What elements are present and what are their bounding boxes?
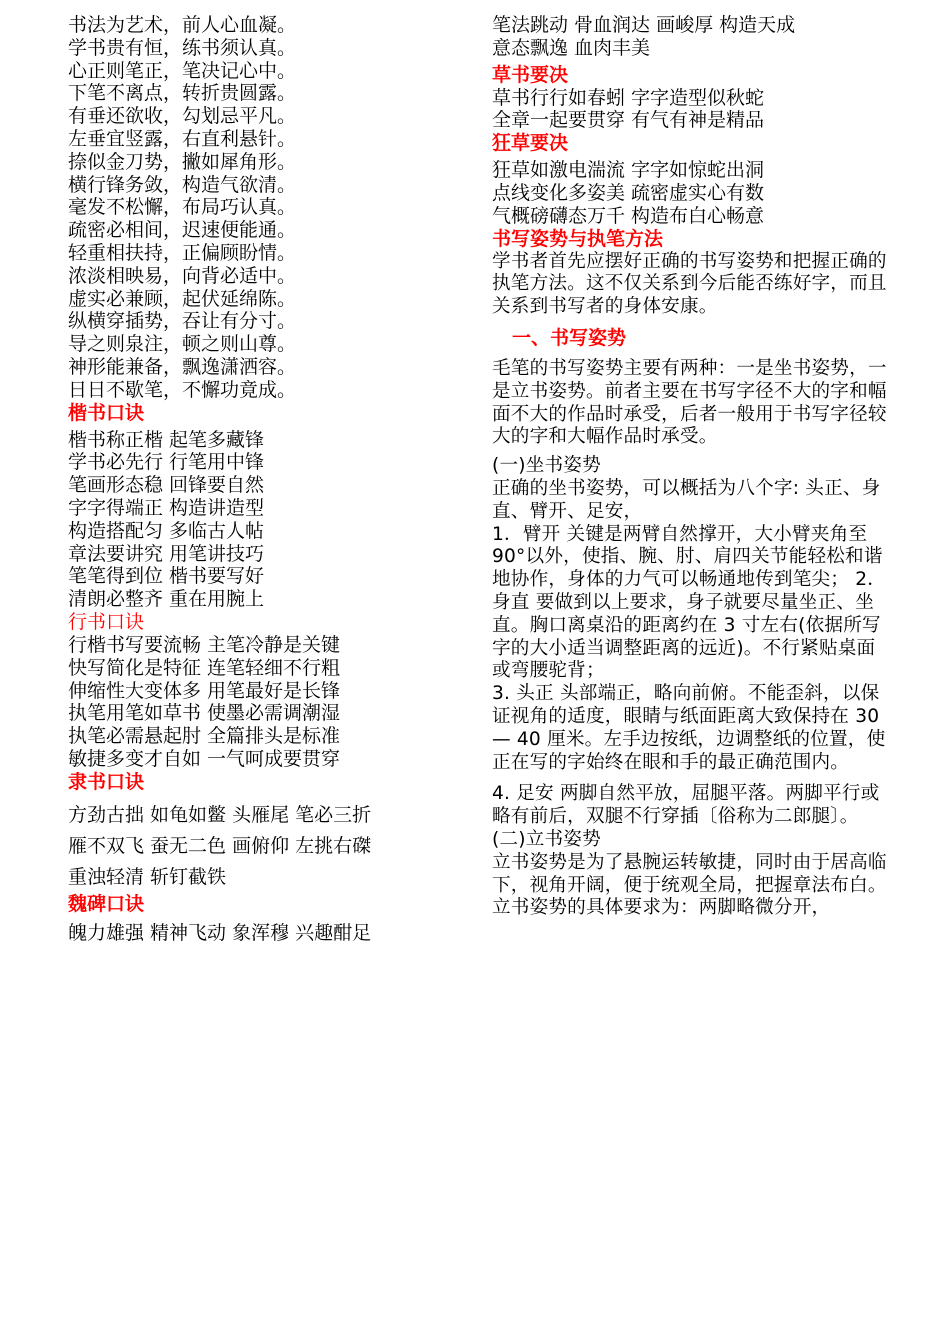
xingshu-line: 执笔必需悬起肘 全篇排头是标准 bbox=[68, 725, 341, 748]
kaishu-line: 笔笔得到位 楷书要写好 bbox=[68, 565, 265, 588]
verse-line: 疏密必相间，迟速便能通。 bbox=[68, 219, 297, 242]
right-column bbox=[492, 14, 892, 920]
verse-block bbox=[68, 14, 458, 402]
kuangcao-line: 点线变化多姿美 疏密虚实心有数 bbox=[492, 181, 765, 204]
posture-heading: 书写姿势与执笔方法 bbox=[492, 227, 664, 250]
lishu-line: 重浊轻清 斩钉截铁 bbox=[68, 865, 227, 888]
kaishu-line: 笔画形态稳 回锋要自然 bbox=[68, 474, 265, 497]
kaishu-line: 楷书称正楷 起笔多藏锋 bbox=[68, 428, 265, 451]
xingshu-block bbox=[68, 634, 458, 771]
lishu-block bbox=[68, 800, 458, 893]
kuangcao-line: 气概磅礴态万千 构造布白心畅意 bbox=[492, 204, 765, 227]
sit-summary: 正确的坐书姿势，可以概括为八个字: 头正、身直、臂开、足安， bbox=[492, 477, 881, 522]
verse-line: 神形能兼备，飘逸潇洒容。 bbox=[68, 355, 297, 378]
stand-text: 立书姿势是为了悬腕运转敏捷，同时由于居高临下，视角开阔，便于统观全局，把握章法布白。立书姿势的具体要求为：两脚略微分开， bbox=[492, 851, 887, 919]
posture-overview: 毛笔的书写姿势主要有两种：一是坐书姿势，一是立书姿势。前者主要在书写字径不大的字和幅面不大的作品时承受，后者一般用于书写字径较大的字和大幅作品时承受。 bbox=[492, 357, 887, 448]
kuangcao-line: 狂草如激电湍流 字字如惊蛇出洞 bbox=[492, 159, 765, 182]
sit-points: 1．臂开 关键是两臂自然撑开，大小臂夹角至 90°以外，使指、腕、肘、肩四关节能轻松和谐地协作，身体的力气可以畅通地传到笔尖； 2．身直 要做到以上要求，身子就要尽量坐正、坐直。胸口离桌沿的距离约在 3 寸左右(依据所写字的大小适当调整距离的远近)。不行紧贴桌面或弯腰驼背； bbox=[492, 523, 887, 682]
xingshu-heading: 行书口诀 bbox=[68, 610, 145, 633]
lishu-line: 雁不双飞 蚕无二色 画俯仰 左挑右磔 bbox=[68, 834, 372, 857]
caoshu-block bbox=[492, 87, 892, 133]
weibei-continued bbox=[492, 14, 892, 60]
lishu-heading: 隶书口诀 bbox=[68, 770, 145, 793]
verse-line: 日日不歇笔，不懈功竟成。 bbox=[68, 378, 297, 401]
verse-line: 有垂还欲收，勾划忌平凡。 bbox=[68, 105, 297, 128]
lishu-line: 方劲古拙 如龟如鳖 头雁尾 笔必三折 bbox=[68, 803, 372, 826]
kaishu-line: 学书必先行 行笔用中锋 bbox=[68, 451, 265, 474]
verse-line: 下笔不离点，转折贵圆露。 bbox=[68, 82, 297, 105]
verse-line: 学书贵有恒，练书须认真。 bbox=[68, 36, 297, 59]
weibei-line: 魄力雄强 精神飞动 象浑穆 兴趣酣足 bbox=[68, 921, 372, 944]
posture-intro: 学书者首先应摆好正确的书写姿势和把握正确的执笔方法。这不仅关系到今后能否练好字，而且关系到书写者的身体安康。 bbox=[492, 250, 887, 318]
sit-heading: (一)坐书姿势 bbox=[492, 455, 601, 477]
weibei-line: 笔法跳动 骨血润达 画峻厚 构造天成 bbox=[492, 14, 796, 36]
left-column bbox=[68, 14, 458, 945]
verse-line: 捺似金刀势，撇如犀角形。 bbox=[68, 150, 297, 173]
verse-line: 心正则笔正，笔决记心中。 bbox=[68, 59, 297, 82]
verse-line: 横行锋务敛，构造气欲清。 bbox=[68, 173, 297, 196]
verse-line: 左垂宜竖露，右直利悬针。 bbox=[68, 127, 297, 150]
kaishu-line: 字字得端正 构造讲造型 bbox=[68, 496, 265, 519]
kaishu-line: 清朗必整齐 重在用腕上 bbox=[68, 588, 265, 611]
xingshu-line: 敏捷多变才自如 一气呵成要贯穿 bbox=[68, 747, 341, 770]
xingshu-line: 执笔用笔如草书 使墨必需调潮湿 bbox=[68, 702, 341, 725]
caoshu-line: 草书行行如春蚓 字字造型似秋蛇 bbox=[492, 86, 765, 109]
xingshu-line: 快写简化是特征 连笔轻细不行粗 bbox=[68, 656, 341, 679]
foot-point: 4. 足安 两脚自然平放，屈腿平落。两脚平行或略有前后，双腿不行穿插〔俗称为二郎腿〕。(二)立书姿势 bbox=[492, 783, 880, 850]
verse-line: 纵横穿插势，吞让有分寸。 bbox=[68, 310, 297, 333]
kaishu-block bbox=[68, 429, 458, 611]
kuangcao-heading: 狂草要决 bbox=[492, 132, 569, 155]
xingshu-line: 伸缩性大变体多 用笔最好是长锋 bbox=[68, 679, 341, 702]
weibei-heading: 魏碑口诀 bbox=[68, 892, 145, 915]
verse-line: 浓淡相映易，向背必适中。 bbox=[68, 264, 297, 287]
verse-line: 毫发不松懈，布局巧认真。 bbox=[68, 196, 297, 219]
weibei-line: 意态飘逸 血肉丰美 bbox=[492, 36, 651, 59]
section-title: 一、书写姿势 bbox=[512, 326, 627, 349]
kaishu-heading: 楷书口诀 bbox=[68, 401, 145, 424]
verse-line: 导之则泉注，顿之则山尊。 bbox=[68, 333, 297, 356]
xingshu-line: 行楷书写要流畅 主笔冷静是关键 bbox=[68, 633, 341, 656]
caoshu-line: 全章一起要贯穿 有气有神是精品 bbox=[492, 109, 765, 132]
verse-line: 书法为艺术，前人心血凝。 bbox=[68, 14, 297, 36]
weibei-block bbox=[68, 922, 458, 945]
kaishu-line: 构造搭配匀 多临古人帖 bbox=[68, 519, 265, 542]
kaishu-line: 章法要讲究 用笔讲技巧 bbox=[68, 542, 265, 565]
verse-line: 轻重相扶持，正偏顾盼情。 bbox=[68, 241, 297, 264]
kuangcao-block bbox=[492, 159, 892, 227]
caoshu-heading: 草书要决 bbox=[492, 63, 569, 86]
head-point: 3. 头正 头部端正，略向前俯。不能歪斜，以保证视角的适度，眼睛与纸面距离大致保持在 30 — 40 厘米。左手边按纸，边调整纸的位置，使正在写的字始终在眼和手的最正确范围内。 bbox=[492, 683, 886, 773]
verse-line: 虚实必兼顾，起伏延绵陈。 bbox=[68, 287, 297, 310]
